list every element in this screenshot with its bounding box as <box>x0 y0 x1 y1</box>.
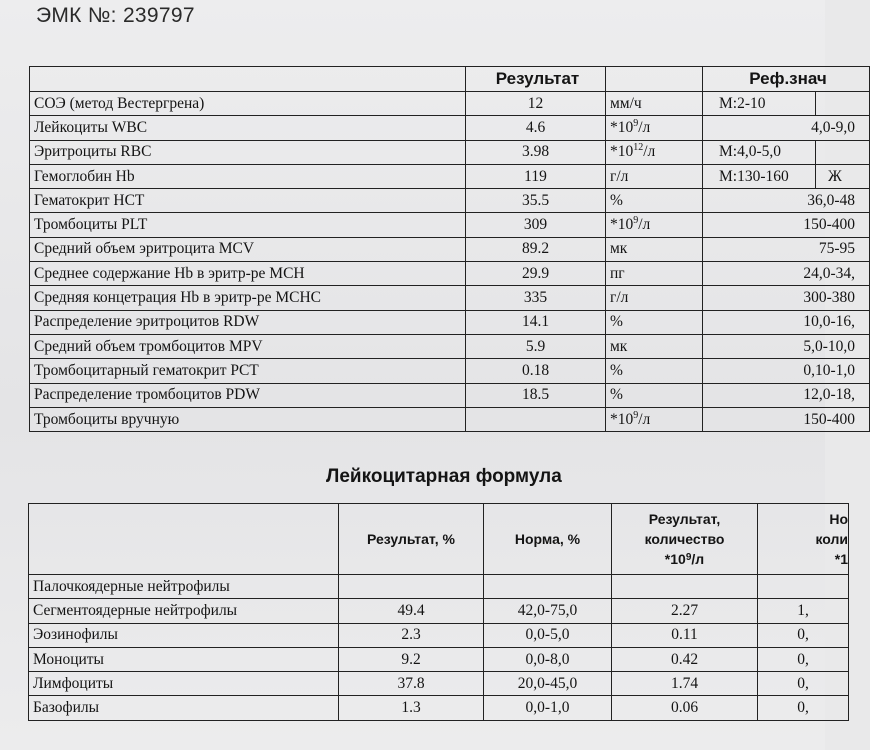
test-name: Эритроциты RBC <box>30 140 466 164</box>
test-ref: 150-400 <box>703 407 870 431</box>
norm-count-header: Но коли *1 <box>758 504 849 575</box>
table-row <box>29 647 849 671</box>
cell-norm: 42,0-75,0 <box>484 599 612 623</box>
test-result: 18.5 <box>466 383 606 407</box>
cell-name: Сегментоядерные нейтрофилы <box>29 599 339 623</box>
cell-pct: 37.8 <box>339 672 484 696</box>
cell-name: Базофилы <box>29 696 339 720</box>
test-ref: 24,0-34, <box>703 262 870 286</box>
test-result: 29.9 <box>466 262 606 286</box>
cell-norm-count: 1, <box>758 599 849 623</box>
test-ref: 10,0-16, <box>703 310 870 334</box>
test-unit: % <box>606 310 703 334</box>
test-result: 35.5 <box>466 189 606 213</box>
test-unit: % <box>606 359 703 383</box>
table-row <box>29 599 849 623</box>
cell-name: Палочкоядерные нейтрофилы <box>29 575 339 599</box>
test-ref: 300-380 <box>703 286 870 310</box>
cell-count: 2.27 <box>612 599 758 623</box>
cell-norm: 0,0-8,0 <box>484 647 612 671</box>
cell-pct: 1.3 <box>339 696 484 720</box>
test-ref-extra: Ж <box>816 164 870 188</box>
table-row <box>29 672 849 696</box>
cell-count: 0.11 <box>612 623 758 647</box>
ref-header: Реф.знач <box>703 67 870 92</box>
test-ref: 5,0-10,0 <box>703 334 870 358</box>
cell-norm: 20,0-45,0 <box>484 672 612 696</box>
test-result: 89.2 <box>466 237 606 261</box>
test-ref-extra <box>816 92 870 116</box>
test-unit: мк <box>606 334 703 358</box>
test-result: 119 <box>466 164 606 188</box>
cell-pct: 49.4 <box>339 599 484 623</box>
test-ref-extra <box>816 140 870 164</box>
cell-norm: 0,0-5,0 <box>484 623 612 647</box>
test-result: 14.1 <box>466 310 606 334</box>
test-unit: % <box>606 189 703 213</box>
test-result: 5.9 <box>466 334 606 358</box>
cell-norm-count: 0, <box>758 672 849 696</box>
test-unit: % <box>606 383 703 407</box>
table-row <box>30 334 870 358</box>
table-row <box>30 164 870 188</box>
test-name: Гемоглобин Hb <box>30 164 466 188</box>
norm-pct-header: Норма, % <box>484 504 612 575</box>
cell-count: 1.74 <box>612 672 758 696</box>
blood-test-table <box>29 66 870 432</box>
test-ref: М:130-160 <box>703 164 816 188</box>
table-row <box>30 310 870 334</box>
test-ref: 150-400 <box>703 213 870 237</box>
test-name: СОЭ (метод Вестергрена) <box>30 92 466 116</box>
test-ref: 12,0-18, <box>703 383 870 407</box>
table-row <box>30 140 870 164</box>
cell-pct <box>339 575 484 599</box>
table-row <box>30 359 870 383</box>
emk-number: ЭМК №: 239797 <box>36 4 195 27</box>
table-row <box>30 262 870 286</box>
cell-name: Лимфоциты <box>29 672 339 696</box>
cell-name-header <box>29 504 339 575</box>
leuko-formula-table <box>28 503 849 721</box>
test-name: Средняя концетрация Hb в эритр-ре MCHC <box>30 286 466 310</box>
test-unit: мк <box>606 237 703 261</box>
result-header: Результат <box>466 67 606 92</box>
cell-norm-count <box>758 575 849 599</box>
test-unit: мм/ч <box>606 92 703 116</box>
cell-count <box>612 575 758 599</box>
unit-header <box>606 67 703 92</box>
table-row <box>30 189 870 213</box>
test-name: Среднее содержание Hb в эритр-ре MCH <box>30 262 466 286</box>
cell-pct: 2.3 <box>339 623 484 647</box>
test-unit: пг <box>606 262 703 286</box>
cell-name: Эозинофилы <box>29 623 339 647</box>
cell-pct: 9.2 <box>339 647 484 671</box>
table-row <box>30 237 870 261</box>
table-row <box>30 92 870 116</box>
result-pct-header: Результат, % <box>339 504 484 575</box>
test-name: Распределение эритроцитов RDW <box>30 310 466 334</box>
cell-norm-count: 0, <box>758 647 849 671</box>
test-name: Средний объем эритроцита MCV <box>30 237 466 261</box>
table-row <box>30 383 870 407</box>
table-row <box>30 116 870 140</box>
cell-count: 0.06 <box>612 696 758 720</box>
test-name: Лейкоциты WBC <box>30 116 466 140</box>
table-header-row <box>29 504 849 575</box>
test-ref: 75-95 <box>703 237 870 261</box>
cell-norm <box>484 575 612 599</box>
test-ref: М:4,0-5,0 <box>703 140 816 164</box>
test-result: 0.18 <box>466 359 606 383</box>
test-unit: г/л <box>606 164 703 188</box>
table-row <box>30 213 870 237</box>
test-unit: $*10^9/л$ <box>606 407 703 431</box>
test-result <box>466 407 606 431</box>
leuko-formula-title: Лейкоцитарная формула <box>326 466 562 487</box>
table-row <box>29 696 849 720</box>
test-name-header <box>30 67 466 92</box>
test-result: 3.98 <box>466 140 606 164</box>
test-name: Гематокрит HCT <box>30 189 466 213</box>
test-unit: $*10^{12}/л$ <box>606 140 703 164</box>
test-unit: $*10^9/л$ <box>606 116 703 140</box>
result-count-header: Результат, количество $*10^9/л$ <box>612 504 758 575</box>
cell-norm-count: 0, <box>758 623 849 647</box>
test-unit: $*10^9/л$ <box>606 213 703 237</box>
table-row <box>30 286 870 310</box>
table-row <box>29 575 849 599</box>
test-result: 309 <box>466 213 606 237</box>
table-header-row <box>30 67 870 92</box>
test-result: 335 <box>466 286 606 310</box>
test-name: Тромбоциты PLT <box>30 213 466 237</box>
cell-norm: 0,0-1,0 <box>484 696 612 720</box>
cell-count: 0.42 <box>612 647 758 671</box>
test-name: Тромбоциты вручную <box>30 407 466 431</box>
test-name: Средний объем тромбоцитов MPV <box>30 334 466 358</box>
test-name: Тромбоцитарный гематокрит PCT <box>30 359 466 383</box>
test-result: 4.6 <box>466 116 606 140</box>
test-ref: 0,10-1,0 <box>703 359 870 383</box>
test-ref: М:2-10 <box>703 92 816 116</box>
test-ref: 4,0-9,0 <box>703 116 870 140</box>
test-name: Распределение тромбоцитов PDW <box>30 383 466 407</box>
cell-norm-count: 0, <box>758 696 849 720</box>
cell-name: Моноциты <box>29 647 339 671</box>
test-unit: г/л <box>606 286 703 310</box>
test-ref: 36,0-48 <box>703 189 870 213</box>
table-row <box>30 407 870 431</box>
test-result: 12 <box>466 92 606 116</box>
table-row <box>29 623 849 647</box>
